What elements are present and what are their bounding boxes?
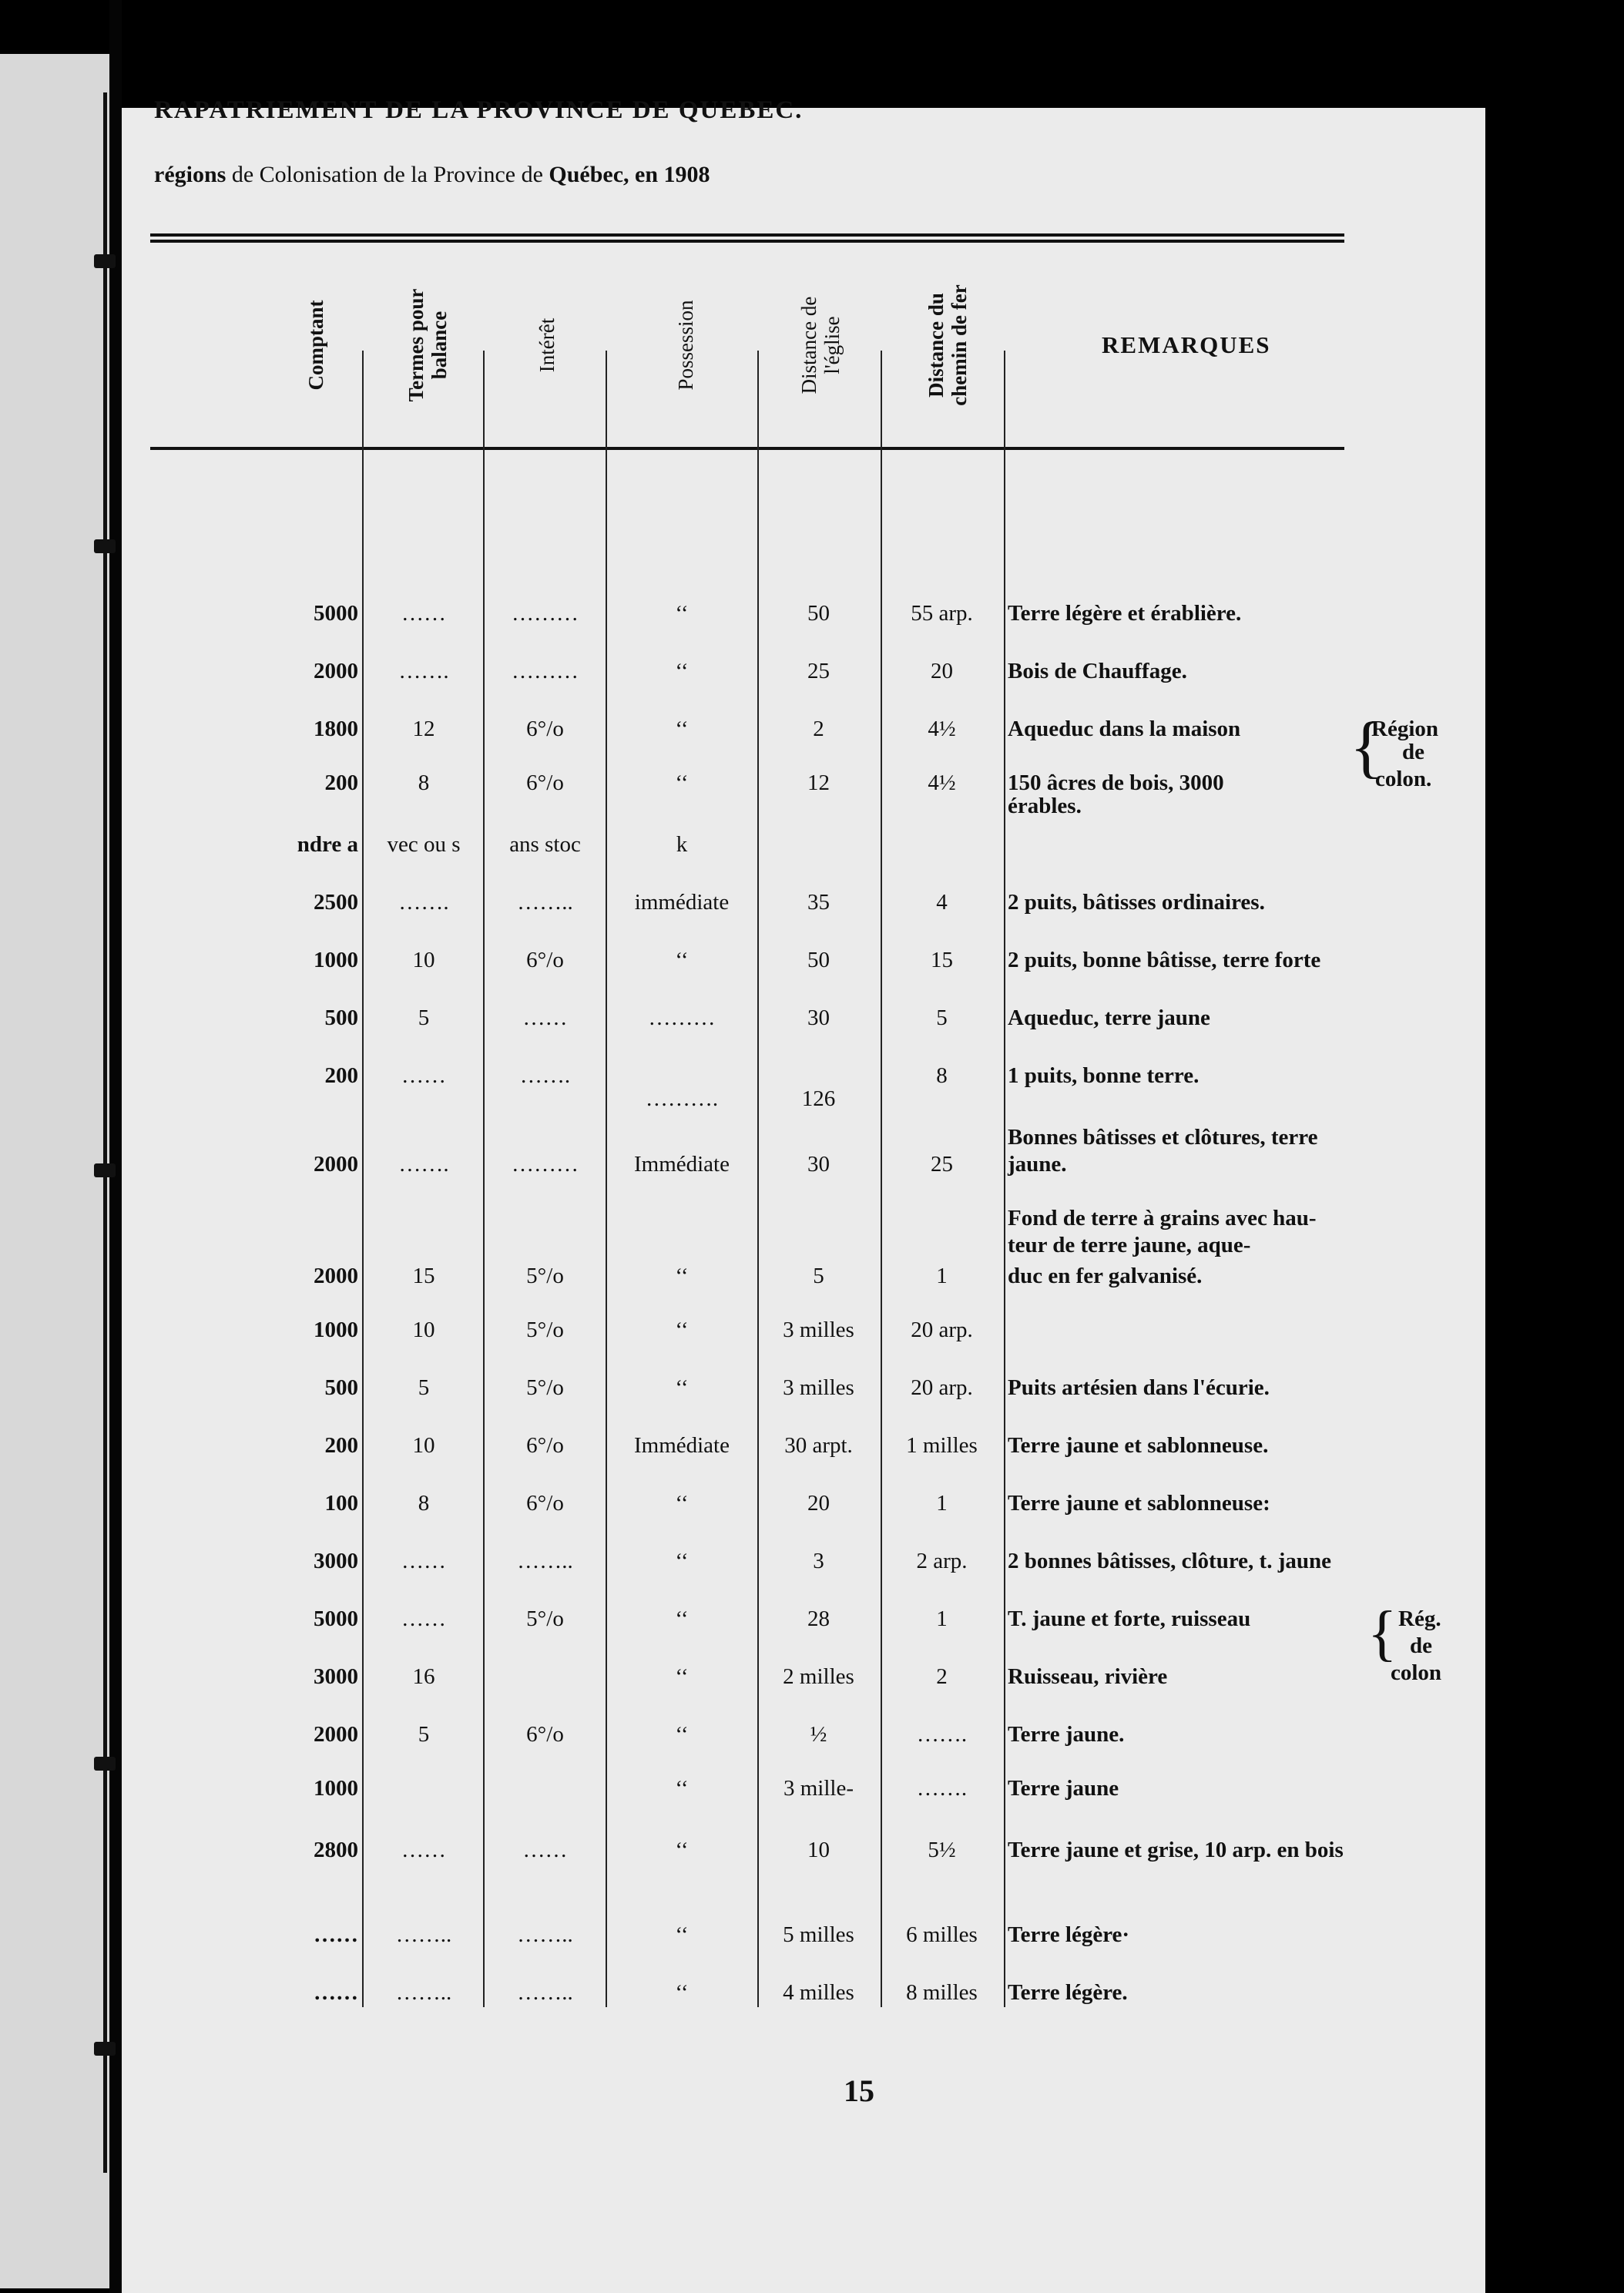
cell-remarques: Ruisseau, rivière (1008, 1664, 1168, 1689)
cell-interet: …… (522, 1005, 568, 1030)
cell-possession: k (676, 832, 688, 857)
cell-remarques: Bonnes bâtisses et clôtures, terre (1008, 1125, 1318, 1150)
cell-remarques: Terre jaune (1008, 1776, 1119, 1801)
cell-termes: vec ou s (387, 832, 461, 857)
cell-termes: ……. (398, 1152, 449, 1177)
cell-comptant: 500 (324, 1005, 358, 1030)
cell-comptant: 1000 (314, 1776, 358, 1801)
cell-possession: ‘‘ (675, 1664, 689, 1689)
cell-distance-chemin: 8 (936, 1063, 948, 1088)
cell-remarques: Terre légère. (1008, 1980, 1128, 2005)
cell-interet: …….. (517, 1549, 573, 1573)
page-subtitle (154, 162, 710, 188)
cell-possession: ‘‘ (675, 1776, 689, 1801)
cell-distance-eglise: 30 (807, 1152, 830, 1177)
adjacent-page-edge (0, 54, 109, 2288)
cell-distance-chemin: 55 arp. (911, 601, 973, 626)
cell-comptant: 2000 (314, 1152, 358, 1177)
cell-remarques: Terre jaune et sablonneuse: (1008, 1491, 1270, 1516)
side-note: de (1402, 740, 1424, 764)
cell-remarques: Bois de Chauffage. (1008, 659, 1187, 683)
cell-interet: …….. (517, 890, 573, 915)
column-divider (362, 351, 364, 2007)
cell-remarques: 2 puits, bonne bâtisse, terre forte (1008, 948, 1321, 972)
header-termes: Termes pour balance (404, 288, 451, 401)
cell-remarques: Terre jaune et sablonneuse. (1008, 1433, 1269, 1458)
cell-possession: ‘‘ (675, 1980, 689, 2005)
cell-interet: ans stoc (509, 832, 581, 857)
header-distance-eglise: Distance de l'église (797, 296, 844, 394)
cell-comptant: 2500 (314, 890, 358, 915)
cell-distance-chemin: 20 arp. (911, 1375, 973, 1400)
cell-distance-eglise: 2 (813, 717, 824, 741)
binding-thread (103, 92, 107, 2173)
cell-possession: ‘‘ (675, 1318, 689, 1342)
cell-distance-eglise: 28 (807, 1606, 830, 1631)
cell-distance-chemin: 4½ (928, 717, 956, 741)
cell-remarques: duc en fer galvanisé. (1008, 1264, 1203, 1288)
cell-remarques: Terre jaune et grise, 10 arp. en bois (1008, 1838, 1344, 1862)
cell-distance-chemin: 15 (931, 948, 953, 972)
cell-possession: ‘‘ (675, 1264, 689, 1288)
cell-comptant: …… (314, 1980, 358, 2005)
binding-stitch (94, 1757, 116, 1771)
cell-distance-chemin: 1 (936, 1491, 948, 1516)
cell-termes: 15 (412, 1264, 435, 1288)
subtitle-lead: régions (154, 162, 226, 187)
cell-remarques: teur de terre jaune, aque- (1008, 1233, 1251, 1257)
cell-distance-eglise: 50 (807, 948, 830, 972)
side-note: colon (1391, 1660, 1442, 1685)
cell-distance-eglise: 2 milles (783, 1664, 854, 1689)
table-header-rule (150, 447, 1344, 450)
cell-interet: 5°/o (526, 1318, 564, 1342)
cell-termes: 8 (418, 770, 430, 795)
cell-comptant: ndre a (297, 832, 358, 857)
cell-possession: ‘‘ (675, 717, 689, 741)
binding-stitch (94, 539, 116, 553)
cell-interet: ……… (512, 1152, 579, 1177)
column-divider (881, 351, 882, 2007)
cell-distance-eglise: 3 (813, 1549, 824, 1573)
cell-remarques: Aqueduc, terre jaune (1008, 1005, 1210, 1030)
table-top-rule (150, 233, 1344, 243)
cell-remarques: érables. (1008, 794, 1082, 818)
cell-termes: …… (401, 601, 446, 626)
cell-possession: ‘‘ (675, 1549, 689, 1573)
book-binding (109, 0, 122, 2293)
side-note: colon. (1375, 767, 1432, 791)
cell-comptant: 1000 (314, 948, 358, 972)
cell-distance-chemin: 25 (931, 1152, 953, 1177)
cell-interet: 6°/o (526, 717, 564, 741)
cell-distance-eglise: 35 (807, 890, 830, 915)
cell-termes: 16 (412, 1664, 435, 1689)
cell-possession: ‘‘ (675, 770, 689, 795)
cell-remarques: jaune. (1008, 1152, 1067, 1177)
cell-interet: ……… (512, 601, 579, 626)
cell-distance-eglise: 10 (807, 1838, 830, 1862)
cell-interet: …… (522, 1838, 568, 1862)
cell-possession: immédiate (634, 890, 730, 915)
cell-distance-chemin: 20 (931, 659, 953, 683)
cell-interet: 5°/o (526, 1606, 564, 1631)
cell-termes: 10 (412, 948, 435, 972)
cell-interet: 6°/o (526, 770, 564, 795)
cell-interet: 6°/o (526, 1433, 564, 1458)
cell-possession: ‘‘ (675, 1838, 689, 1862)
binding-stitch (94, 1163, 116, 1177)
subtitle-mid: de Colonisation de la Province de (231, 162, 543, 187)
header-interet: Intérêt (535, 317, 559, 372)
cell-possession: ‘‘ (675, 601, 689, 626)
cell-remarques: 150 âcres de bois, 3000 (1008, 770, 1224, 795)
cell-distance-eglise: 12 (807, 770, 830, 795)
cell-possession: ‘‘ (675, 659, 689, 683)
cell-comptant: 5000 (314, 601, 358, 626)
cell-distance-chemin: 2 (936, 1664, 948, 1689)
cell-distance-eglise: 30 arpt. (784, 1433, 853, 1458)
cell-comptant: …… (314, 1922, 358, 1947)
cell-interet: 6°/o (526, 1722, 564, 1747)
side-note: Région (1371, 717, 1438, 741)
cell-termes: …… (401, 1063, 446, 1088)
cell-termes: 5 (418, 1005, 430, 1030)
cell-comptant: 2000 (314, 1264, 358, 1288)
header-comptant: Comptant (304, 299, 327, 391)
cell-comptant: 2800 (314, 1838, 358, 1862)
cell-termes: …….. (395, 1980, 452, 2005)
cell-termes: 5 (418, 1722, 430, 1747)
side-note: de (1410, 1633, 1432, 1658)
cell-interet: …….. (517, 1980, 573, 2005)
cell-distance-eglise: 50 (807, 601, 830, 626)
cell-distance-chemin: 4 (936, 890, 948, 915)
cell-comptant: 200 (324, 1433, 358, 1458)
cell-interet: …….. (517, 1922, 573, 1947)
cell-possession: ………. (645, 1086, 719, 1111)
cell-distance-chemin: ……. (916, 1776, 968, 1801)
cell-comptant: 200 (324, 1063, 358, 1088)
cell-comptant: 3000 (314, 1549, 358, 1573)
cell-remarques: Terre jaune. (1008, 1722, 1125, 1747)
cell-distance-chemin: 1 (936, 1606, 948, 1631)
cell-remarques: Puits artésien dans l'écurie. (1008, 1375, 1270, 1400)
cell-termes: …… (401, 1606, 446, 1631)
cell-distance-chemin: 6 milles (906, 1922, 978, 1947)
cell-remarques: 1 puits, bonne terre. (1008, 1063, 1200, 1088)
cell-distance-eglise: 30 (807, 1005, 830, 1030)
cell-comptant: 2000 (314, 1722, 358, 1747)
brace-group-2: { (1367, 1600, 1398, 1667)
binding-stitch (94, 2042, 116, 2056)
cell-interet: 5°/o (526, 1264, 564, 1288)
cell-comptant: 5000 (314, 1606, 358, 1631)
column-divider (1004, 351, 1005, 2007)
cell-remarques: 2 bonnes bâtisses, clôture, t. jaune (1008, 1549, 1331, 1573)
cell-distance-eglise: ½ (810, 1722, 827, 1747)
cell-interet: ……. (519, 1063, 571, 1088)
cell-distance-chemin: 5½ (928, 1838, 956, 1862)
cell-remarques: 2 puits, bâtisses ordinaires. (1008, 890, 1265, 915)
cell-termes: 8 (418, 1491, 430, 1516)
cell-comptant: 500 (324, 1375, 358, 1400)
cell-possession: ‘‘ (675, 1491, 689, 1516)
cell-remarques: Fond de terre à grains avec hau- (1008, 1206, 1317, 1230)
cell-distance-chemin: 1 milles (906, 1433, 978, 1458)
cell-comptant: 3000 (314, 1664, 358, 1689)
cell-remarques: T. jaune et forte, ruisseau (1008, 1606, 1251, 1631)
cell-comptant: 200 (324, 770, 358, 795)
cell-distance-chemin: ……. (916, 1722, 968, 1747)
cell-termes: ……. (398, 890, 449, 915)
cell-distance-eglise: 126 (801, 1086, 836, 1111)
cell-possession: ‘‘ (675, 948, 689, 972)
cell-distance-chemin: 2 arp. (916, 1549, 968, 1573)
page-title: RAPATRIEMENT DE LA PROVINCE DE QUEBEC. (154, 96, 804, 124)
column-divider (483, 351, 485, 2007)
binding-stitch (94, 254, 116, 268)
cell-comptant: 1800 (314, 717, 358, 741)
cell-comptant: 2000 (314, 659, 358, 683)
cell-distance-chemin: 20 arp. (911, 1318, 973, 1342)
cell-comptant: 1000 (314, 1318, 358, 1342)
cell-remarques: Terre légère et érablière. (1008, 601, 1242, 626)
cell-distance-eglise: 5 (813, 1264, 824, 1288)
side-note: Rég. (1398, 1606, 1441, 1631)
cell-termes: …….. (395, 1922, 452, 1947)
cell-termes: 10 (412, 1433, 435, 1458)
column-divider (606, 351, 607, 2007)
cell-possession: Immédiate (633, 1152, 730, 1177)
cell-possession: Immédiate (633, 1433, 730, 1458)
brace-group-1: { (1350, 709, 1384, 785)
cell-distance-chemin: 1 (936, 1264, 948, 1288)
cell-distance-chemin: 5 (936, 1005, 948, 1030)
cell-distance-eglise: 20 (807, 1491, 830, 1516)
cell-termes: ……. (398, 659, 449, 683)
cell-possession: ‘‘ (675, 1606, 689, 1631)
cell-remarques: Terre légère· (1008, 1922, 1130, 1947)
cell-termes: …… (401, 1838, 446, 1862)
cell-distance-eglise: 5 milles (783, 1922, 854, 1947)
cell-distance-chemin: 8 milles (906, 1980, 978, 2005)
header-possession: Possession (674, 299, 697, 391)
header-remarques: REMARQUES (1102, 331, 1271, 358)
column-divider (757, 351, 759, 2007)
cell-distance-eglise: 25 (807, 659, 830, 683)
cell-distance-eglise: 4 milles (783, 1980, 854, 2005)
cell-interet: ……… (512, 659, 579, 683)
header-distance-chemin: Distance du chemin de fer (924, 284, 971, 406)
page-number: 15 (844, 2073, 874, 2108)
cell-distance-eglise: 3 mille- (783, 1776, 854, 1801)
cell-comptant: 100 (324, 1491, 358, 1516)
cell-possession: ‘‘ (675, 1722, 689, 1747)
cell-distance-eglise: 3 milles (783, 1318, 854, 1342)
cell-possession: ‘‘ (675, 1922, 689, 1947)
cell-termes: 12 (412, 717, 435, 741)
cell-possession: ‘‘ (675, 1375, 689, 1400)
cell-interet: 6°/o (526, 948, 564, 972)
cell-termes: 10 (412, 1318, 435, 1342)
subtitle-end: Québec, en 1908 (549, 162, 710, 187)
cell-termes: …… (401, 1549, 446, 1573)
cell-distance-chemin: 4½ (928, 770, 956, 795)
cell-interet: 5°/o (526, 1375, 564, 1400)
cell-interet: 6°/o (526, 1491, 564, 1516)
cell-remarques: Aqueduc dans la maison (1008, 717, 1241, 741)
cell-possession: ……… (648, 1005, 716, 1030)
cell-distance-eglise: 3 milles (783, 1375, 854, 1400)
cell-termes: 5 (418, 1375, 430, 1400)
